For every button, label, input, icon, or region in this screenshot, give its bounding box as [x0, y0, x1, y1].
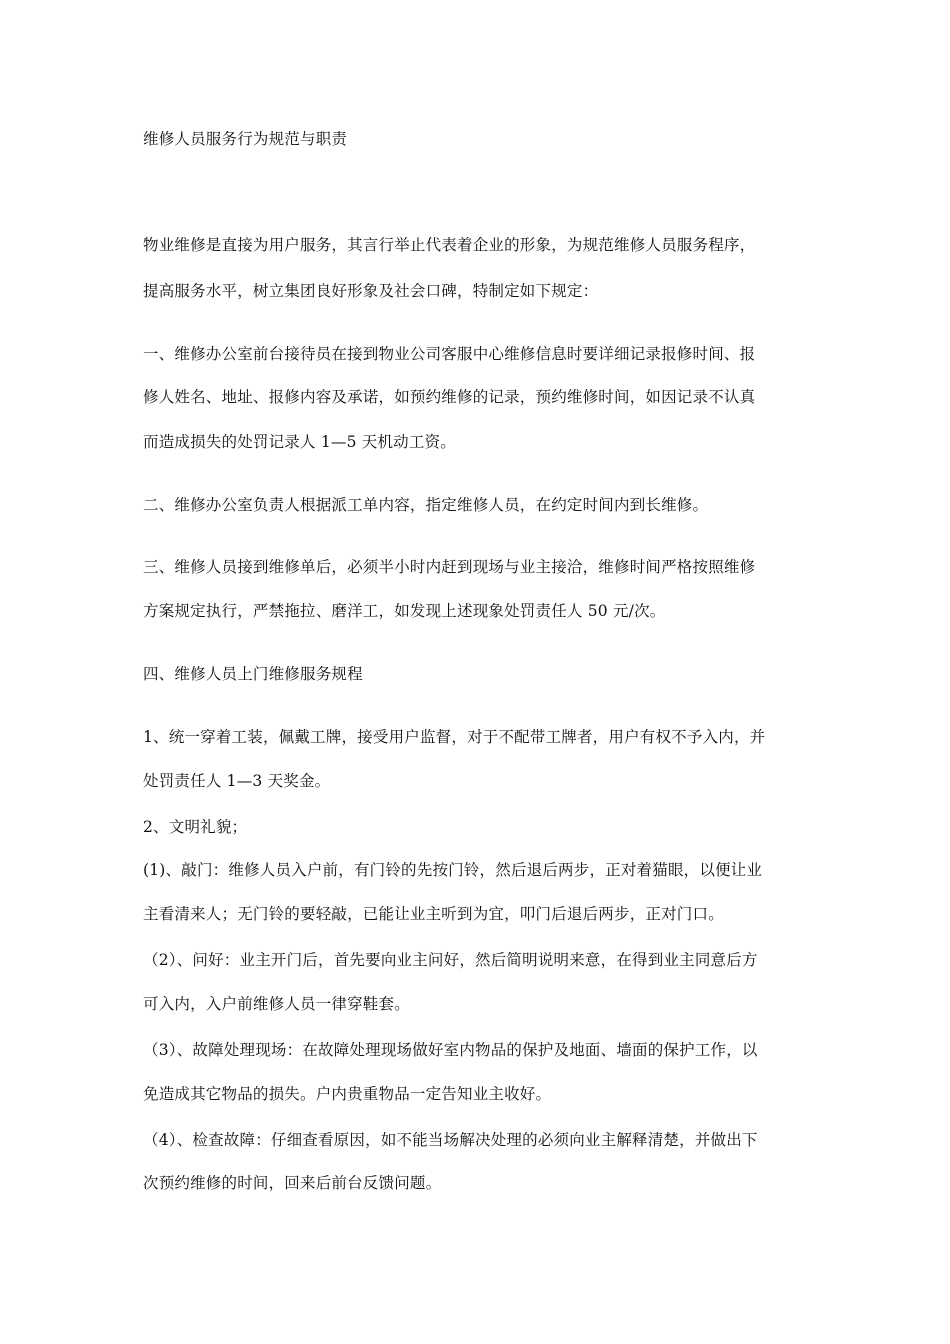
subitem-1-line-2: 主看清来人；无门铃的要轻敲，已能让业主听到为宜，叩门后退后两步，正对门口。: [143, 905, 724, 923]
item-2-heading: 2、文明礼貌；: [143, 818, 248, 836]
intro-line-2: 提高服务水平，树立集团良好形象及社会口碑，特制定如下规定：: [143, 282, 599, 300]
subitem-3-line-2: 免造成其它物品的损失。户内贵重物品一定告知业主收好。: [143, 1085, 552, 1103]
subitem-2-line-1: （2）、问好：业主开门后，首先要向业主问好，然后简明说明来意，在得到业主同意后方: [143, 951, 758, 969]
subitem-3-line-1: （3）、故障处理现场：在故障处理现场做好室内物品的保护及地面、墙面的保护工作，以: [143, 1041, 758, 1059]
subitem-2-line-2: 可入内，入户前维修人员一律穿鞋套。: [143, 995, 410, 1013]
subitem-1-line-1: (1)、敲门：维修人员入户前，有门铃的先按门铃，然后退后两步，正对着猫眼，以便让业: [143, 861, 763, 879]
item-1-line-2: 处罚责任人 1—3 天奖金。: [143, 772, 331, 790]
document-title: 维修人员服务行为规范与职责: [143, 130, 348, 148]
subitem-4-line-2: 次预约维修的时间，回来后前台反馈问题。: [143, 1174, 442, 1192]
section-3-line-2: 方案规定执行，严禁拖拉、磨洋工，如发现上述现象处罚责任人 50 元/次。: [143, 602, 666, 620]
section-2-line-1: 二、维修办公室负责人根据派工单内容，指定维修人员，在约定时间内到长维修。: [143, 496, 709, 514]
item-1-line-1: 1、统一穿着工装，佩戴工牌，接受用户监督，对于不配带工牌者，用户有权不予入内，并: [143, 728, 766, 746]
subitem-4-line-1: （4）、检查故障：仔细查看原因，如不能当场解决处理的必须向业主解释清楚，并做出下: [143, 1131, 758, 1149]
section-1-line-2: 修人姓名、地址、报修内容及承诺，如预约维修的记录，预约维修时间，如因记录不认真: [143, 388, 756, 406]
section-1-line-3: 而造成损失的处罚记录人 1—5 天机动工资。: [143, 433, 456, 451]
section-1-line-1: 一、维修办公室前台接待员在接到物业公司客服中心维修信息时要详细记录报修时间、报: [143, 345, 756, 363]
section-3-line-1: 三、维修人员接到维修单后，必须半小时内赶到现场与业主接洽，维修时间严格按照维修: [143, 558, 756, 576]
intro-line-1: 物业维修是直接为用户服务，其言行举止代表着企业的形象，为规范维修人员服务程序，: [143, 236, 756, 254]
section-4-heading: 四、维修人员上门维修服务规程: [143, 665, 363, 683]
